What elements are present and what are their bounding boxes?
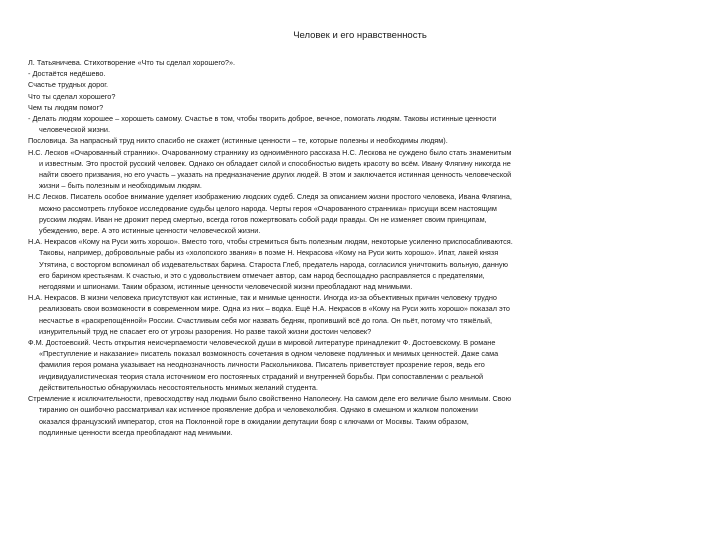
text-line: - Делать людям хорошее – хорошеть самому. Счастье в том, чтобы творить доброе, вечное, помогать людям. Таковы истинные ценности — [28, 114, 497, 124]
paragraph — [28, 102, 704, 113]
text-line: изнурительный труд не спасает его от угрозы разорения. Но разве такой жизни достоин человек? — [39, 326, 372, 336]
text-line: Утятина, с восторгом вспоминал об издевательствах барина. Староста Глеб, предатель народа, согласился уничтожить вольную, данную — [39, 259, 509, 269]
text-line: русским людям. Иван не дрожит перед смертью, всегда готов пожертвовать собой ради правды. Он не изменяет своим принципам, — [39, 214, 487, 224]
paragraph — [28, 191, 704, 236]
text-line: - Достаётся недёшево. — [28, 69, 106, 79]
text-line: Пословица. За напрасный труд никто спасибо не скажет (истинные ценности – те, которые полезны и необходимы людям). — [28, 136, 448, 146]
text-line: Н.А. Некрасов «Кому на Руси жить хорошо». Вместо того, чтобы стремиться быть полезным людям, некоторые усиленно приспосабливаются. — [28, 237, 513, 247]
text-line: Н.С Лесков. Писатель особое внимание уделяет изображению людских судеб. Следя за описанием жизни простого человека, Ивана Флягина, — [28, 192, 512, 202]
text-line: можно рассмотреть глубокое исследование судьбы целого народа. Черты героя «Очарованного странника» присущи всем настоящим — [39, 203, 497, 213]
text-line: его барином крестьянам. К счастью, и это с удовольствием отмечает автор, сам народ беспощадно расправляется с предателями, — [39, 270, 485, 280]
text-line: негодяями и шпионами. Таким образом, истинные ценности человеческой жизни преобладают над мнимыми. — [39, 282, 413, 292]
paragraph — [28, 113, 704, 135]
text-line: Таковы, например, добровольные рабы из «холопского звания» в поэме Н. Некрасова «Кому на Руси жить хорошо». Ипат, лакей князя — [39, 248, 499, 258]
document-body — [28, 57, 704, 438]
paragraph — [28, 91, 704, 102]
paragraph — [28, 147, 704, 192]
text-line: «Преступление и наказание» писатель показал возможность сочетания в одном человеке подлинных и мнимых ценностей. Даже сама — [39, 349, 499, 359]
text-line: оказался французский император, стоя на Поклонной горе в ожидании депутации бояр с ключами от Москвы. Таким образом, — [39, 416, 469, 426]
text-line: реализовать свои возможности в современном мире. Одна из них – водка. Ещё Н.А. Некрасов в «Кому на Руси жить хорошо» показал это — [39, 304, 510, 314]
text-line: жизни – быть полезным и необходимым людям. — [39, 181, 202, 191]
paragraph — [28, 79, 704, 90]
paragraph — [28, 393, 704, 438]
paragraph — [28, 68, 704, 79]
text-line: тиранию он ошибочно рассматривал как истинное проявление добра и человеколюбия. Однако в смешном и жалком положении — [39, 405, 478, 415]
text-line: Н.С. Лесков «Очарованный странник». Очарованному страннику из одноимённого рассказа Н.С. Лескова не суждено было стать знаменитым — [28, 147, 512, 157]
text-line: индивидуалистическая теория стала источником его постоянных страданий и внутренней борьбы. При сопоставлении с реальной — [39, 371, 484, 381]
paragraph — [28, 292, 704, 337]
text-line: Что ты сделал хорошего? — [28, 91, 116, 101]
text-line: несчастье в «раскрепощённой» России. Счастливым себя мог назвать бедняк, пропивший всё до гола. Он пьёт, потому что тяжёлый, — [39, 315, 493, 325]
text-line: Ф.М. Достоевский. Честь открытия неисчерпаемости человеческой души в мировой литературе принадлежит Ф. Достоевскому. В романе — [28, 338, 496, 348]
text-line: Счастье трудных дорог. — [28, 80, 109, 90]
text-line: Чем ты людям помог? — [28, 102, 104, 112]
paragraph — [28, 337, 704, 393]
text-line: найти своего призвания, но его участь – указать на предназначение других людей. В этом и заключается истинная ценность человеческой — [39, 170, 512, 180]
text-line: человеческой жизни. — [39, 125, 111, 135]
text-line: действительностью обнаружилась несостоятельность мнимых желаний студента. — [39, 382, 318, 392]
paragraph — [28, 135, 704, 146]
text-line: Н.А. Некрасов. В жизни человека присутствуют как истинные, так и мнимые ценности. Иногда из-за объективных причин человеку трудно — [28, 293, 497, 303]
page-title: Человек и его нравственность — [293, 30, 427, 41]
text-line: и известным. Это простой русский человек. Однако он обладает силой и способностью видеть красоту во всём. Ивану Флягину никогда не — [39, 158, 511, 168]
text-line: подлинные ценности всегда преобладают над мнимыми. — [39, 427, 233, 437]
paragraph — [28, 236, 704, 292]
text-line: Л. Татьяничева. Стихотворение «Что ты сделал хорошего?». — [28, 58, 236, 67]
text-line: убеждению, вере. А это истинные ценности человеческой жизни. — [39, 226, 261, 236]
paragraph — [28, 57, 704, 68]
text-line: фамилия героя романа указывает на неоднозначность личности Раскольникова. Писатель приветствует прозрение героя, ведь его — [39, 360, 485, 370]
text-line: Стремление к исключительности, превосходству над людьми было свойственно Наполеону. На самом деле его величие было мнимым. Свою — [28, 394, 512, 404]
